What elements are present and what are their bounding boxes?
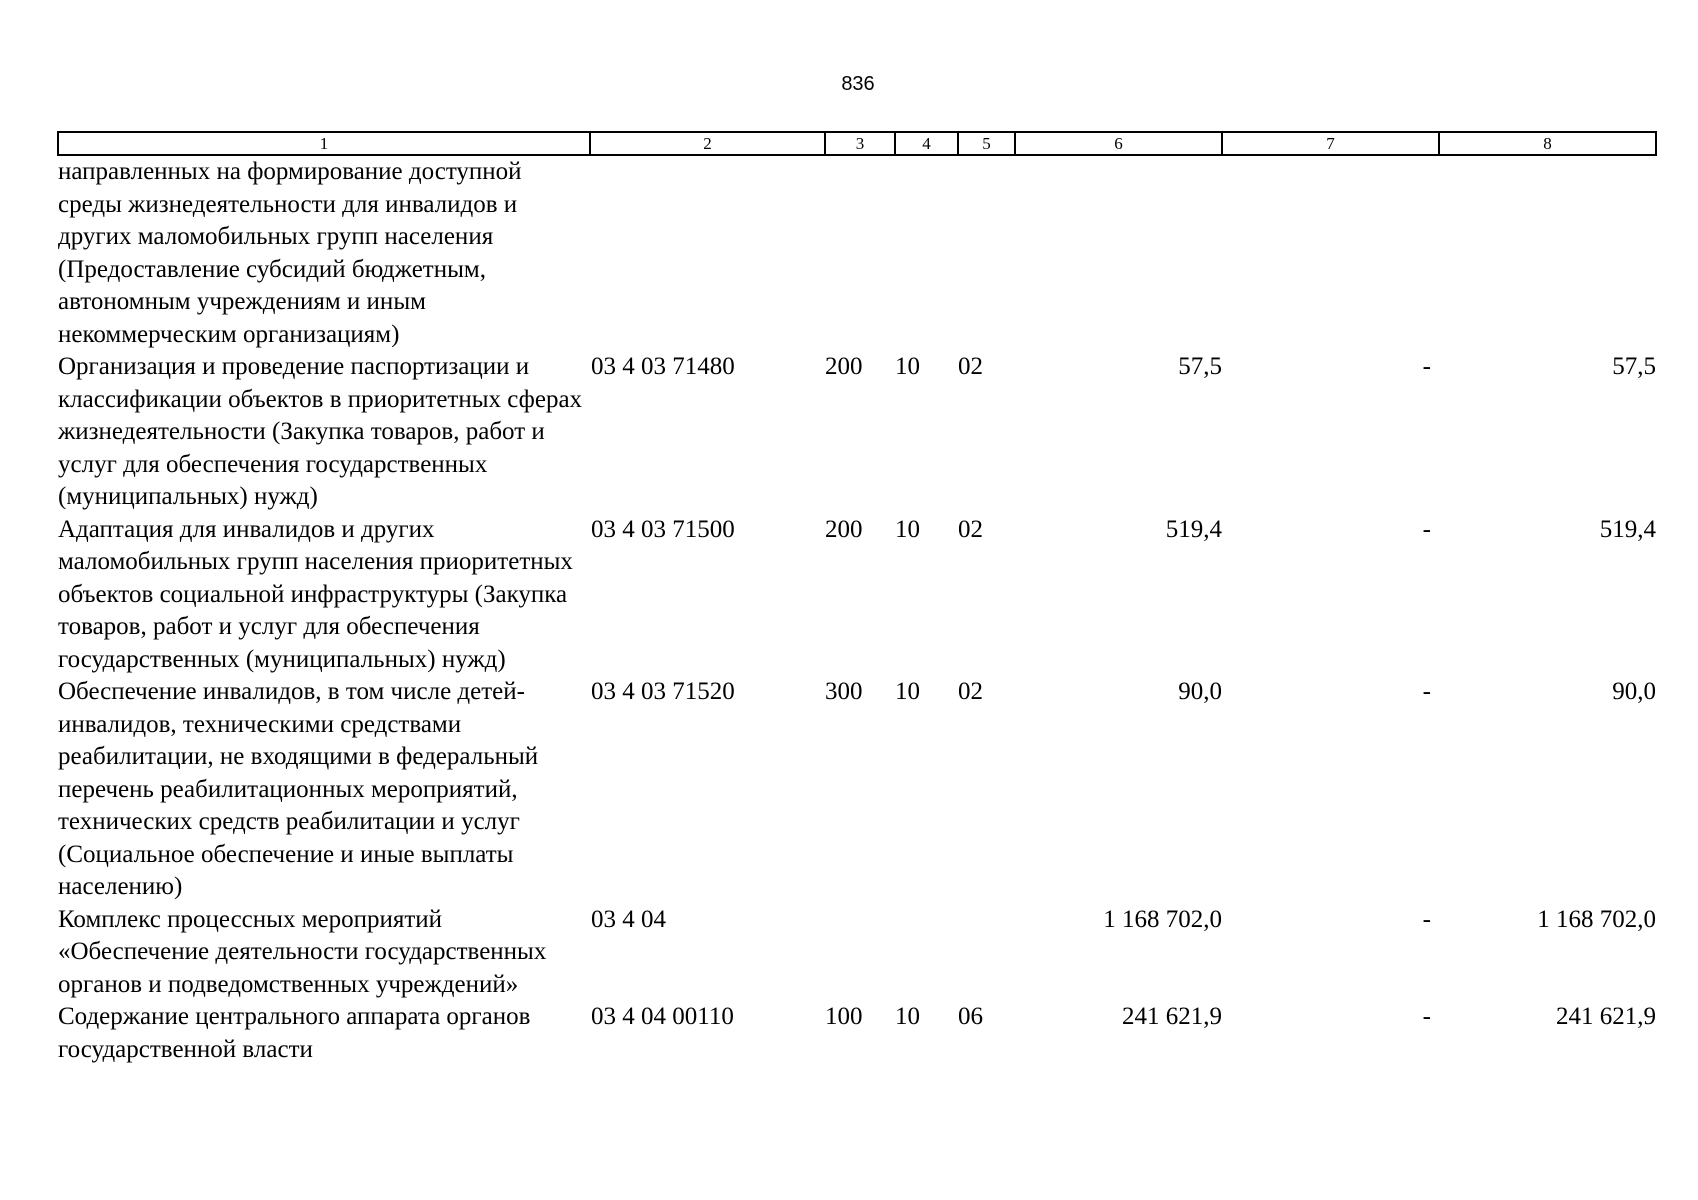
subsection-code: 02	[958, 515, 983, 543]
row-description: Адаптация для инвалидов и других маломобильных групп населения приоритетных объектов социальной инфраструктуры (Закупка товаров, работ и услуг для обеспечения государственных (муниципальных) нужд)	[58, 515, 573, 673]
target-article-code	[590, 155, 825, 351]
row-description: Обеспечение инвалидов, в том числе детей-инвалидов, техническими средствами реабилитации, не входящими в федеральный перечень реабилитационных мероприятий, технических средств реабилитации и услуг (Социальное обеспечение и иные выплаты населению)	[58, 678, 539, 900]
table-row	[58, 351, 1656, 514]
section-code: 10	[895, 1003, 920, 1030]
amount-col6: 1 168 702,0	[1103, 905, 1222, 933]
section-code: 10	[895, 678, 920, 705]
table-header-row	[58, 132, 1656, 155]
column-header: 5	[958, 132, 1015, 155]
section-code	[895, 904, 958, 1002]
expense-type-code	[825, 155, 895, 351]
subsection-code	[958, 155, 1015, 351]
amount-col7	[1222, 155, 1439, 351]
expense-type-code	[825, 904, 895, 1002]
amount-col8: 90,0	[1612, 678, 1656, 705]
target-article-code: 03 4 04	[591, 905, 666, 933]
amount-col8: 241 621,9	[1556, 1003, 1656, 1030]
column-header: 1	[58, 132, 590, 155]
amount-col8: 57,5	[1612, 353, 1656, 380]
column-header: 4	[895, 132, 958, 155]
budget-table	[57, 131, 1657, 1066]
table-row	[58, 904, 1656, 1002]
amount-col7: -	[1422, 353, 1431, 380]
section-code: 10	[895, 515, 920, 543]
expense-type-code: 300	[825, 678, 863, 705]
row-description: Организация и проведение паспортизации и классификации объектов в приоритетных сферах жизнедеятельности (Закупка товаров, работ и услуг для обеспечения государственных (муниципальных) нужд)	[58, 353, 583, 510]
table-row	[58, 514, 1656, 677]
amount-col6: 57,5	[1178, 353, 1222, 380]
expense-type-code: 200	[825, 515, 863, 543]
target-article-code: 03 4 03 71520	[591, 678, 735, 705]
row-description: направленных на формирование доступной среды жизнедеятельности для инвалидов и других маломобильных групп населения (Предоставление субсидий бюджетным, автономным учреждениям и иным некоммерческим организациям)	[58, 158, 522, 348]
page-number: 836	[841, 73, 875, 95]
target-article-code: 03 4 03 71480	[591, 353, 735, 380]
amount-col6	[1015, 155, 1222, 351]
row-description: Комплекс процессных мероприятий «Обеспечение деятельности государственных органов и подведомственных учреждений»	[58, 905, 547, 998]
column-header: 6	[1015, 132, 1222, 155]
table-row	[58, 155, 1656, 351]
row-description: Содержание центрального аппарата органов государственной власти	[58, 1003, 531, 1063]
amount-col8: 1 168 702,0	[1537, 905, 1656, 933]
amount-col6: 90,0	[1178, 678, 1222, 705]
subsection-code: 02	[958, 678, 983, 705]
section-code	[895, 155, 958, 351]
amount-col7: -	[1422, 678, 1431, 705]
amount-col7: -	[1422, 515, 1431, 543]
subsection-code: 02	[958, 353, 983, 380]
table-row	[58, 676, 1656, 904]
table-row	[58, 1001, 1656, 1066]
target-article-code: 03 4 04 00110	[591, 1003, 734, 1030]
target-article-code: 03 4 03 71500	[591, 515, 735, 543]
expense-type-code: 200	[825, 353, 863, 380]
amount-col6: 241 621,9	[1122, 1003, 1222, 1030]
column-header: 3	[825, 132, 895, 155]
amount-col6: 519,4	[1165, 515, 1222, 543]
column-header: 7	[1222, 132, 1439, 155]
amount-col8: 519,4	[1599, 515, 1656, 543]
column-header: 2	[590, 132, 825, 155]
amount-col7: -	[1422, 1003, 1431, 1030]
amount-col7: -	[1422, 905, 1431, 933]
amount-col8	[1439, 155, 1656, 351]
section-code: 10	[895, 353, 920, 380]
subsection-code: 06	[958, 1003, 983, 1030]
expense-type-code: 100	[825, 1003, 863, 1030]
subsection-code	[958, 904, 1015, 1002]
column-header: 8	[1439, 132, 1656, 155]
